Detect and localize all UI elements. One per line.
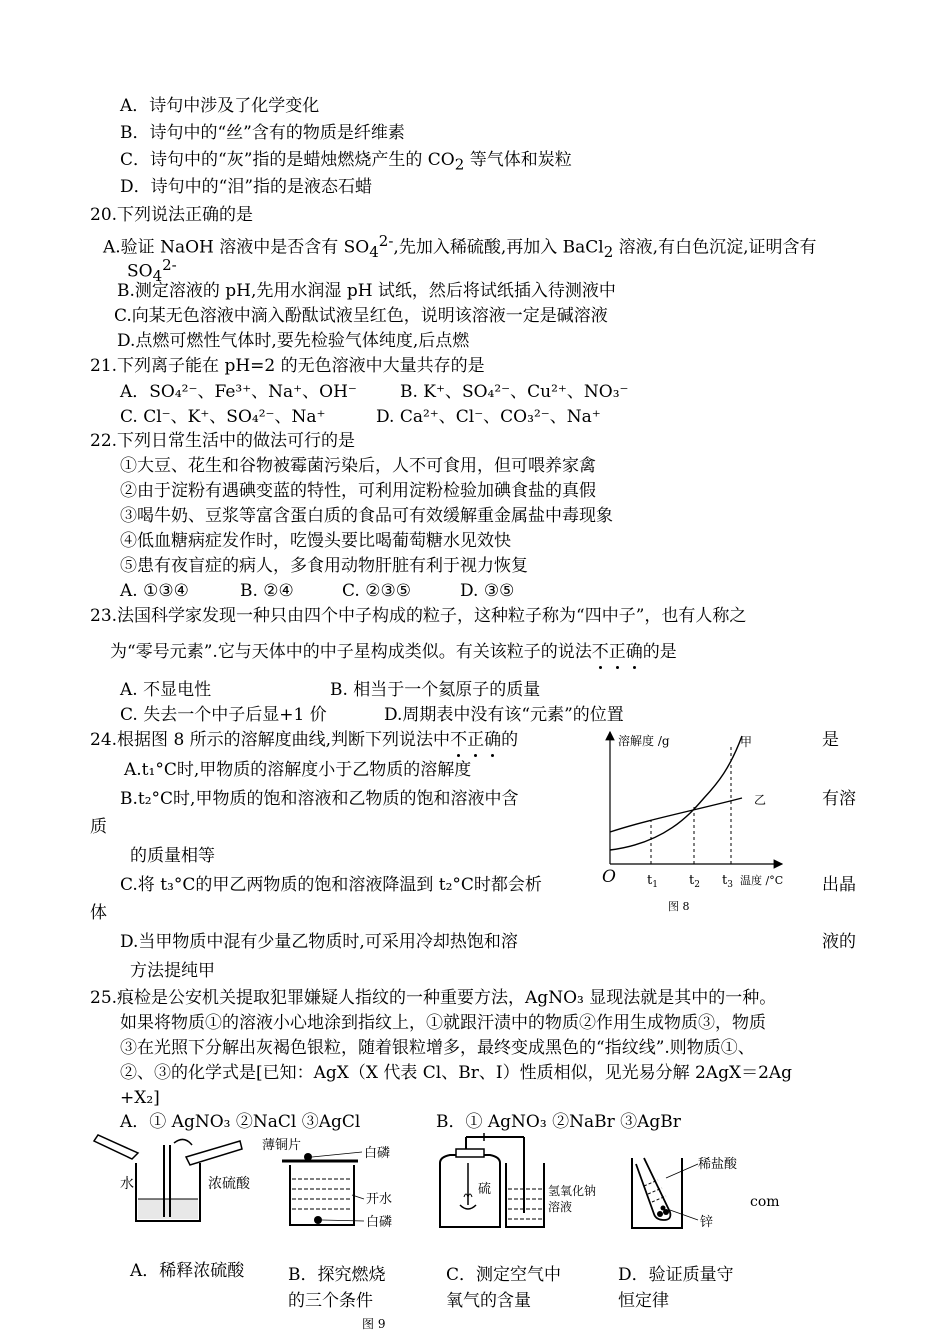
q25-stem-line2: 如果将物质①的溶液小心地涂到指纹上，①就跟汗渍中的物质②作用生成物质③，物质 [120, 1013, 766, 1033]
q24-option-b-right: 有溶 [822, 789, 856, 809]
emphasis-dot: 正 [467, 730, 485, 750]
series-jia-label: 甲 [740, 735, 753, 749]
q20-stem: 20.下列说法正确的是 [90, 205, 254, 225]
q24-option-c: C.将 t₃°C的甲乙两物质的饱和溶液降温到 t₂°C时都会析 [120, 875, 542, 895]
q24-option-d: D.当甲物质中混有少量乙物质时,可采用冷却热饱和溶 [120, 932, 518, 952]
caption-a: A．稀释浓硫酸 [130, 1261, 245, 1281]
q24-option-b-cont: 质 [90, 817, 107, 837]
watermark-text: com [750, 1194, 780, 1210]
q23-option-b: B. 相当于一个氦原子的质量 [330, 680, 541, 700]
q22-item-2: ②由于淀粉有遇碘变蓝的特性，可利用淀粉检验加碘食盐的真假 [120, 481, 596, 501]
q23-option-d: D.周期表中没有该“元素”的位置 [384, 705, 624, 725]
figure-8-chart [596, 728, 801, 918]
q22-option-b: B. ②④ [240, 581, 294, 601]
q24-stem-end: 是 [822, 730, 839, 750]
caption-d: D．验证质量守恒定律 [618, 1265, 734, 1311]
q21-option-b: B. K⁺、SO₄²⁻、Cu²⁺、NO₃⁻ [400, 382, 629, 402]
label-zinc: 锌 [700, 1215, 714, 1230]
caption-b: B．探究燃烧的三个条件 [288, 1265, 386, 1311]
q25-stem-line3: ③在光照下分解出灰褐色银粒，随着银粒增多，最终变成黑色的“指纹线”.则物质①、 [120, 1038, 755, 1058]
q24-option-d-right: 液的 [822, 932, 856, 952]
q22-item-5: ⑤患有夜盲症的病人，多食用动物肝脏有利于视力恢复 [120, 556, 528, 576]
q21-option-a: A．SO₄²⁻、Fe³⁺、Na⁺、OH⁻ [120, 382, 357, 402]
q21-stem: 21.下列离子能在 pH=2 的无色溶液中大量共存的是 [90, 356, 485, 376]
label-white-p2: 白磷 [366, 1215, 393, 1230]
q22-item-3: ③喝牛奶、豆浆等富含蛋白质的食品可有效缓解重金属盐中毒现象 [120, 506, 613, 526]
q24-option-c-cont: 体 [90, 903, 107, 923]
q19-option-c: C．诗句中的“灰”指的是蜡烛燃烧产生的 $CO_2$ 等气体和炭粒 [120, 150, 572, 174]
q20-option-c: C.向某无色溶液中滴入酚酞试液呈红色，说明该溶液一定是碱溶液 [114, 306, 608, 326]
series-yi-label: 乙 [754, 793, 767, 807]
apparatus-a-diagram [90, 1133, 260, 1228]
label-dilute-hcl: 稀盐酸 [698, 1157, 738, 1172]
apparatus-c-diagram [428, 1133, 608, 1233]
series-jia-curve [610, 736, 742, 850]
caption-c: C．测定空气中氧气的含量 [446, 1265, 562, 1311]
figure-9-caption: 图 9 [362, 1317, 386, 1331]
origin-label: O [602, 867, 616, 887]
apparatus-d-diagram [626, 1150, 742, 1232]
tick-t2: $t_2$ [689, 873, 700, 890]
label-conc-acid: 浓硫酸 [208, 1176, 250, 1192]
emphasis-dot: 正 [608, 642, 626, 662]
tick-t1: $t_1$ [647, 873, 658, 890]
q20-option-a: A.验证 NaOH 溶液中是否含有 $SO_4^{2-}$,先加入稀硫酸,再加入 BaCl$_2$ 溶液,有白色沉淀,证明含有 [103, 232, 817, 262]
q24-option-b-cont2: 的质量相等 [130, 846, 215, 866]
q22-option-d: D. ③⑤ [460, 581, 515, 601]
q24-stem: 24.根据图 8 所示的溶解度曲线,判断下列说法中不正确的 [90, 730, 519, 750]
series-yi-curve [610, 798, 742, 832]
q25-stem-line1: 25.痕检是公安机关提取犯罪嫌疑人指纹的一种重要方法，AgNO₃ 显现法就是其中的一种。 [90, 988, 777, 1008]
q21-option-c: C. Cl⁻、K⁺、SO₄²⁻、Na⁺ [120, 407, 326, 427]
q23-option-c: C. 失去一个中子后显+1 价 [120, 705, 327, 725]
q20-option-b: B.测定溶液的 pH,先用水润湿 pH 试纸，然后将试纸插入待测液中 [117, 281, 616, 301]
q25-option-b: B．① AgNO₃ ②NaBr ③AgBr [436, 1112, 681, 1132]
label-copper: 薄铜片 [262, 1138, 302, 1153]
q22-item-4: ④低血糖病症发作时，吃馒头要比喝葡萄糖水见效快 [120, 531, 511, 551]
q22-option-a: A. ①③④ [120, 581, 189, 601]
x-axis-label: 温度 /°C [740, 874, 784, 887]
q22-stem: 22.下列日常生活中的做法可行的是 [90, 431, 356, 451]
y-axis-label: 溶解度 /g [618, 734, 670, 748]
label-water: 水 [120, 1176, 134, 1192]
q19-option-d: D．诗句中的“泪”指的是液态石蜡 [120, 177, 373, 197]
q20-option-d: D.点燃可燃性气体时,要先检验气体纯度,后点燃 [117, 331, 470, 351]
q24-option-c-right: 出晶 [822, 875, 856, 895]
apparatus-b-diagram [262, 1133, 422, 1233]
q19-option-b: B．诗句中的“丝”含有的物质是纤维素 [120, 123, 405, 143]
q21-option-d: D. Ca²⁺、Cl⁻、CO₃²⁻、Na⁺ [376, 407, 601, 427]
label-hot-water: 开水 [366, 1192, 393, 1207]
figure-8-caption: 图 8 [668, 900, 690, 913]
emphasis-dot: 不 [591, 642, 609, 662]
q19-option-a: A．诗句中涉及了化学变化 [120, 96, 320, 116]
emphasis-dot: 确 [484, 730, 502, 750]
label-white-p1: 白磷 [364, 1146, 391, 1161]
emphasis-dot: 确 [625, 642, 643, 662]
q24-option-b: B.t₂°C时,甲物质的饱和溶液和乙物质的饱和溶液中含 [120, 789, 519, 809]
q23-stem-line1: 23.法国科学家发现一种只由四个中子构成的粒子，这种粒子称为“四中子”，也有人称之 [90, 606, 747, 626]
label-sulfur: 硫 [478, 1182, 492, 1197]
q25-option-a: A．① AgNO₃ ②NaCl ③AgCl [120, 1112, 361, 1132]
tick-t3: $t_3$ [722, 873, 733, 890]
q24-option-d-cont: 方法提纯甲 [130, 961, 215, 981]
q25-stem-line4: ②、③的化学式是[已知：AgX（X 代表 Cl、Br、I）性质相似，见光易分解 2AgX＝2Ag [120, 1063, 793, 1083]
label-naoh-2: 溶液 [548, 1200, 573, 1214]
emphasis-dot: 不 [450, 730, 468, 750]
q23-option-a: A. 不显电性 [120, 680, 212, 700]
q22-option-c: C. ②③⑤ [342, 581, 411, 601]
label-naoh-1: 氢氧化钠 [548, 1184, 597, 1198]
q20-option-a-cont: $SO_4^{2-}$ [127, 256, 177, 286]
q24-option-a: A.t₁°C时,甲物质的溶解度小于乙物质的溶解度 [124, 760, 472, 780]
q22-item-1: ①大豆、花生和谷物被霉菌污染后，人不可食用，但可喂养家禽 [120, 456, 596, 476]
q25-stem-line5: +X₂] [120, 1088, 160, 1108]
q23-stem-line2: 为“零号元素”.它与天体中的中子星构成类似。有关该粒子的说法不正确的是 [110, 642, 677, 662]
